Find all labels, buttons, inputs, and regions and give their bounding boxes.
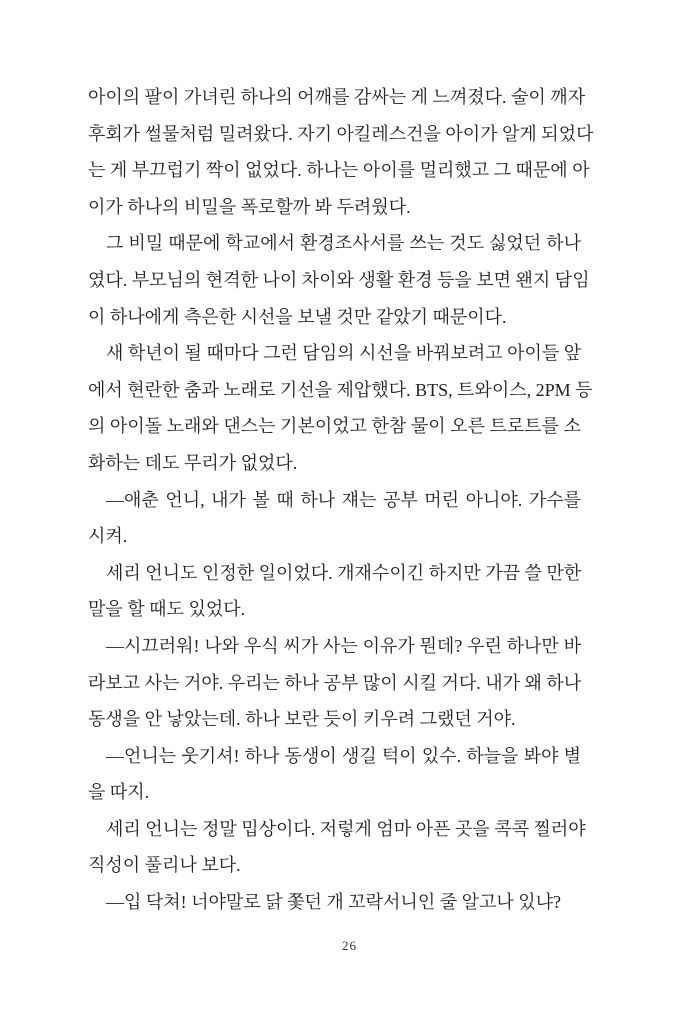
text-line: 을 따지.: [88, 782, 150, 803]
body-text: [88, 82, 594, 924]
page-number: 26: [342, 938, 357, 953]
text-line: ―입 닥쳐! 너야말로 닭 쫓던 개 꼬락서니인 줄 알고나 있냐?: [106, 892, 562, 913]
text-line: 에서 현란한 춤과 노래로 기선을 제압했다. BTS, 트와이스, 2PM 등: [88, 379, 593, 400]
text-line: 이 하나에게 측은한 시선을 보낼 것만 같았기 때문이다.: [88, 306, 507, 327]
text-line: 시켜.: [88, 526, 128, 547]
text-line: 세리 언니도 인정한 일이었다. 개재수이긴 하지만 가끔 쓸 만한: [106, 562, 582, 583]
text-line: 아이의 팔이 가녀린 하나의 어깨를 감싸는 게 느껴졌다. 술이 깨자: [88, 87, 586, 107]
text-line: 새 학년이 될 때마다 그런 담임의 시선을 바꿔보려고 아이들 앞: [106, 343, 582, 364]
text-line: 동생을 안 낳았는데. 하나 보란 듯이 키우려 그랬던 거야.: [88, 709, 516, 730]
text-line: ―애춘 언니, 내가 볼 때 하나 쟤는 공부 머린 아니야. 가수를: [106, 489, 581, 510]
text-line: 는 게 부끄럽기 짝이 없었다. 하나는 아이를 멀리했고 그 때문에 아: [88, 160, 590, 181]
text-line: 화하는 데도 무리가 없었다.: [88, 452, 298, 473]
text-line: 라보고 사는 거야. 우리는 하나 공부 많이 시킬 거다. 내가 왜 하나: [88, 672, 582, 693]
text-line: 의 아이돌 노래와 댄스는 기본이었고 한참 물이 오른 트로트를 소: [88, 416, 581, 437]
text-line: 세리 언니는 정말 밉상이다. 저렇게 엄마 아픈 곳을 콕콕 찔러야: [106, 818, 586, 839]
text-line: 직성이 풀리나 보다.: [88, 855, 241, 876]
text-line: 였다. 부모님의 현격한 나이 차이와 생활 환경 등을 보면 왠지 담임: [88, 269, 590, 290]
text-line: ―시끄러워! 나와 우식 씨가 사는 이유가 뭔데? 우린 하나만 바: [106, 635, 581, 656]
text-line: 후회가 썰물처럼 밀려왔다. 자기 아킬레스건을 아이가 알게 되었다: [88, 123, 594, 144]
text-line: ―언니는 웃기셔! 하나 동생이 생길 턱이 있수. 하늘을 봐야 별: [106, 745, 581, 766]
text-line: 말을 할 때도 있었다.: [88, 599, 246, 620]
text-line: 이가 하나의 비밀을 폭로할까 봐 두려웠다.: [88, 196, 411, 217]
text-line: 그 비밀 때문에 학교에서 환경조사서를 쓰는 것도 싫었던 하나: [106, 233, 581, 254]
